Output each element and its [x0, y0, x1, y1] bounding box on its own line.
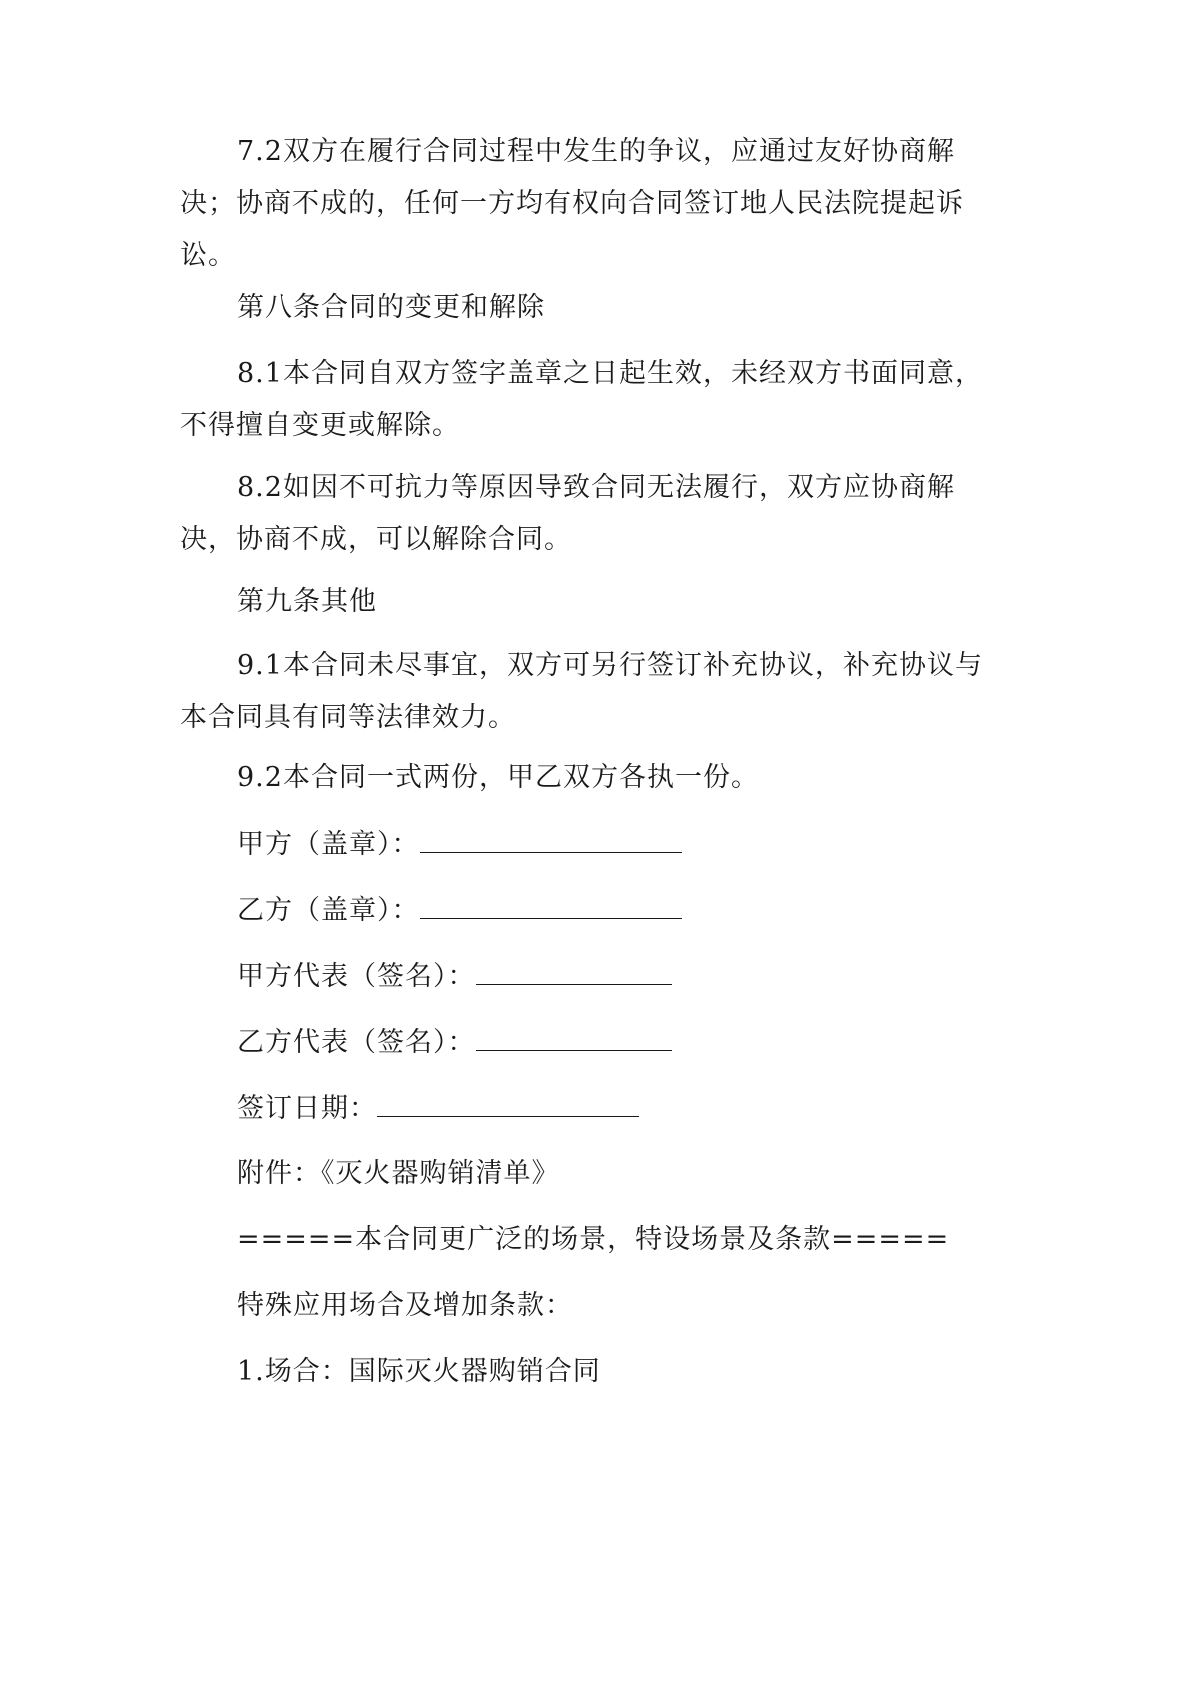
party-b-rep-blank[interactable] [476, 1016, 672, 1051]
party-a-seal-blank[interactable] [420, 818, 682, 853]
party-b-seal-label: 乙方（盖章）： [237, 895, 420, 926]
sign-date-row [180, 1082, 639, 1135]
party-a-rep-row [180, 950, 672, 1003]
appendix-line: 附件：《灭火器购销清单》 [237, 1158, 560, 1189]
article-8-title: 第八条合同的变更和解除 [237, 292, 545, 323]
clause-7-2: 7.2双方在履行合同过程中发生的争议，应通过友好协商解决；协商不成的，任何一方均有权向合同签订地人民法院提起诉讼。 [180, 136, 964, 271]
party-b-seal-row [180, 884, 682, 937]
section-divider: =====本合同更广泛的场景，特设场景及条款===== [237, 1224, 950, 1255]
article-9-title: 第九条其他 [237, 586, 377, 617]
clause-8-1: 8.1本合同自双方签字盖章之日起生效，未经双方书面同意，不得擅自变更或解除。 [180, 358, 983, 441]
special-clauses-heading: 特殊应用场合及增加条款： [237, 1290, 573, 1321]
scenario-1: 1.场合：国际灭火器购销合同 [237, 1356, 601, 1387]
clause-8-2: 8.2如因不可抗力等原因导致合同无法履行，双方应协商解决，协商不成，可以解除合同。 [180, 472, 955, 555]
party-a-seal-row [180, 818, 682, 871]
party-b-seal-blank[interactable] [420, 884, 682, 919]
sign-date-blank[interactable] [377, 1082, 639, 1117]
clause-9-2: 9.2本合同一式两份，甲乙双方各执一份。 [237, 762, 759, 793]
clause-9-1: 9.1本合同未尽事宜，双方可另行签订补充协议，补充协议与本合同具有同等法律效力。 [180, 650, 983, 733]
party-a-rep-blank[interactable] [476, 950, 672, 985]
party-b-rep-row [180, 1016, 672, 1069]
party-a-rep-label: 甲方代表（签名）： [237, 961, 476, 992]
party-a-seal-label: 甲方（盖章）： [237, 829, 420, 860]
sign-date-label: 签订日期： [237, 1093, 377, 1124]
party-b-rep-label: 乙方代表（签名）： [237, 1027, 476, 1058]
